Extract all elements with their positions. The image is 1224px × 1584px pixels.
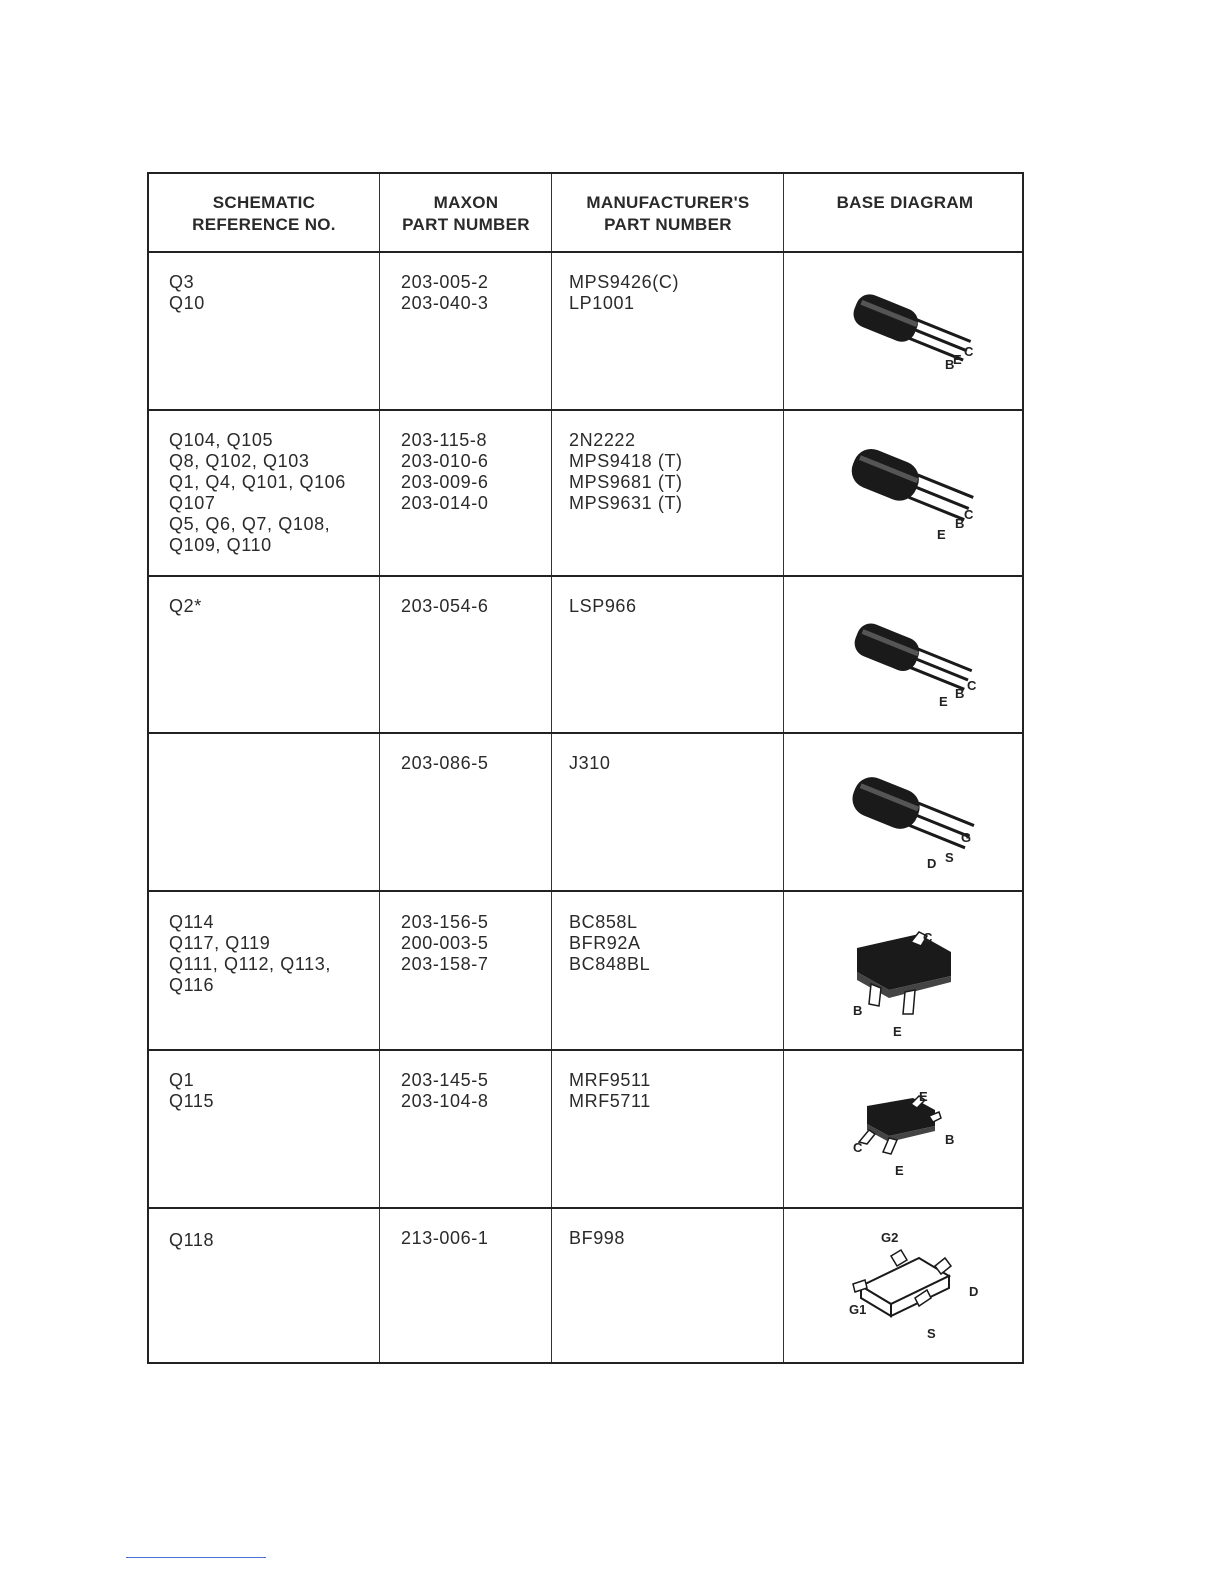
row6-refs: Q1 Q115: [169, 1070, 215, 1111]
pin-label: S: [927, 1326, 936, 1341]
row3-mfr: LSP966: [569, 596, 637, 616]
pin-label: C: [967, 678, 977, 693]
pin-label: C: [964, 507, 974, 522]
footer-rule: [126, 1557, 266, 1558]
parts-table: [147, 172, 1024, 1364]
column-divider: [783, 174, 784, 1362]
row3-maxon: 203-054-6: [401, 596, 489, 616]
row5-maxon: 203-156-5 200-003-5 203-158-7: [401, 912, 489, 974]
row5-refs: Q114 Q117, Q119 Q111, Q112, Q113, Q116: [169, 912, 331, 995]
pin-label: B: [955, 686, 965, 701]
row-divider: [149, 1049, 1022, 1051]
row4-maxon: 203-086-5: [401, 753, 489, 773]
row-divider: [149, 575, 1022, 577]
column-divider: [379, 174, 380, 1362]
pin-label: C: [853, 1140, 863, 1155]
header-base-diagram: BASE DIAGRAM: [836, 193, 974, 212]
row7-mfr: BF998: [569, 1228, 626, 1248]
pin-label: B: [853, 1003, 863, 1018]
to92-transistor-icon: [839, 439, 989, 549]
pin-label: E: [919, 1089, 928, 1104]
header-schematic-ref: SCHEMATIC REFERENCE NO.: [192, 193, 336, 234]
sot23-icon: [839, 926, 989, 1046]
row1-maxon: 203-005-2 203-040-3: [401, 272, 489, 313]
row-divider: [149, 409, 1022, 411]
row2-refs: Q104, Q105 Q8, Q102, Q103 Q1, Q4, Q101, Q106 Q107 Q5, Q6, Q7, Q108, Q109, Q110: [169, 430, 346, 555]
row4-mfr: J310: [569, 753, 611, 773]
to92-transistor-icon: [839, 282, 989, 382]
pin-label: G: [961, 830, 972, 845]
pin-label: E: [895, 1163, 904, 1178]
row5-mfr: BC858L BFR92A BC848BL: [569, 912, 651, 974]
row7-refs: Q118: [169, 1230, 215, 1250]
row1-refs: Q3 Q10: [169, 272, 205, 313]
pin-label: S: [945, 850, 954, 865]
to92-fet-icon: [839, 769, 989, 879]
pin-label: G1: [849, 1302, 867, 1317]
row-divider: [149, 251, 1022, 253]
row-divider: [149, 1207, 1022, 1209]
pin-label: D: [969, 1284, 979, 1299]
row-divider: [149, 890, 1022, 892]
pin-label: E: [937, 527, 946, 542]
pin-label: D: [927, 856, 937, 871]
pin-label: B: [945, 1132, 955, 1147]
column-divider: [551, 174, 552, 1362]
sot143-icon: [839, 1086, 989, 1196]
header-maxon-part: MAXON PART NUMBER: [402, 193, 530, 234]
row2-maxon: 203-115-8 203-010-6 203-009-6 203-014-0: [401, 430, 489, 513]
pin-label: G2: [881, 1230, 899, 1245]
sot143-dualgate-icon: [831, 1226, 991, 1346]
row3-refs: Q2*: [169, 596, 202, 616]
pin-label: C: [964, 344, 974, 359]
header-manufacturer-part: MANUFACTURER'S PART NUMBER: [586, 193, 750, 234]
pin-label: C: [923, 930, 933, 945]
pin-label: E: [939, 694, 948, 709]
to92-transistor-icon: [839, 614, 989, 714]
row-divider: [149, 732, 1022, 734]
pin-label: E: [953, 352, 962, 367]
row1-mfr: MPS9426(C) LP1001: [569, 272, 680, 313]
pin-label: B: [945, 357, 955, 372]
row2-mfr: 2N2222 MPS9418 (T) MPS9681 (T) MPS9631 (T): [569, 430, 683, 513]
pin-label: E: [893, 1024, 902, 1039]
row6-mfr: MRF9511 MRF5711: [569, 1070, 651, 1111]
pin-label: B: [955, 516, 965, 531]
row6-maxon: 203-145-5 203-104-8: [401, 1070, 489, 1111]
row7-maxon: 213-006-1: [401, 1228, 489, 1248]
